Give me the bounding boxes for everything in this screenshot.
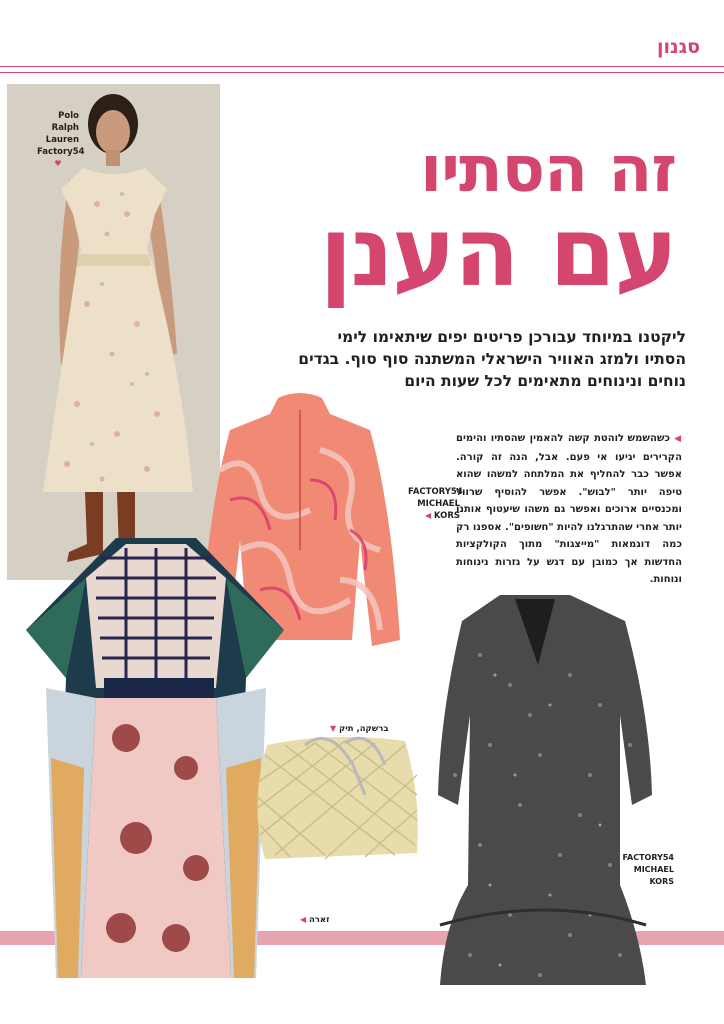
- credit-blouse-line-3: [408, 510, 460, 522]
- body-paragraph: [456, 430, 682, 589]
- sequin-dress-image: [420, 595, 670, 995]
- header-rule-bottom: [0, 72, 724, 73]
- section-label: סגנון: [656, 36, 700, 58]
- credit-blouse-text-3: KORS: [433, 511, 460, 521]
- credit-dress-line-2: MICHAEL KORS: [633, 865, 674, 886]
- credit-blouse-line-2: MICHAEL: [417, 499, 460, 509]
- credit-bag-text: ברשקה, תיק: [338, 724, 389, 734]
- bullet-icon: ◀: [670, 434, 682, 444]
- credit-sequin-dress: [618, 852, 674, 888]
- credit-model-line-3: Factory54: [37, 147, 85, 157]
- credit-bag: [330, 723, 389, 735]
- credit-blouse: [408, 486, 463, 522]
- credit-model-line-1: Polo Ralph: [51, 111, 79, 133]
- credit-kaftan-text: זארה: [308, 915, 330, 925]
- credit-kaftan: [300, 914, 330, 926]
- credit-blouse-line-1: FACTORY54: [408, 487, 463, 497]
- body-text: כשהשמש לוהטת קשה להאמין שהסתיו והימים הקרירים יגיעו אי פעם. אבל, הנה זה קורה. אפשר כבר להחליף את המלתחה למשהו שהוא טיפה יותר "לבוש". אפשר להוסיף שרוול ומכנסיים ארוכים ואפשר גם משהו שיעטוף אותנו יותר אחרי שהתרגלנו להיות "חשופים". אספנו רק כמה דוגמאות "מייצגות" מתוך הקולקציות החדשות אך כמובן עם דגש על גזרות נינוחות ונוחות.: [456, 433, 682, 585]
- headline-line-1: זה הסתיו: [420, 133, 676, 207]
- credit-dress-line-1: FACTORY54: [622, 853, 674, 862]
- heart-icon: ◀: [424, 511, 434, 520]
- bag-image: [245, 735, 425, 860]
- lede-paragraph: ליקטנו במיוחד עבורכן פריטים יפים שיתאימו לימי הסתיו ולמזג האוויר הישראלי המשתנה סוף סוף. בגדים נוחים ונינוחים מתאימים לכל שעות היום: [298, 328, 686, 390]
- heart-icon: ◀: [300, 915, 309, 924]
- headline-line-2: עם הענן: [319, 196, 676, 308]
- heart-icon: ♥: [54, 159, 62, 168]
- header-rule-top: [0, 66, 724, 67]
- credit-model-line-2: Lauren: [45, 135, 79, 145]
- heart-icon: ▼: [330, 724, 339, 733]
- credit-model: [37, 110, 85, 170]
